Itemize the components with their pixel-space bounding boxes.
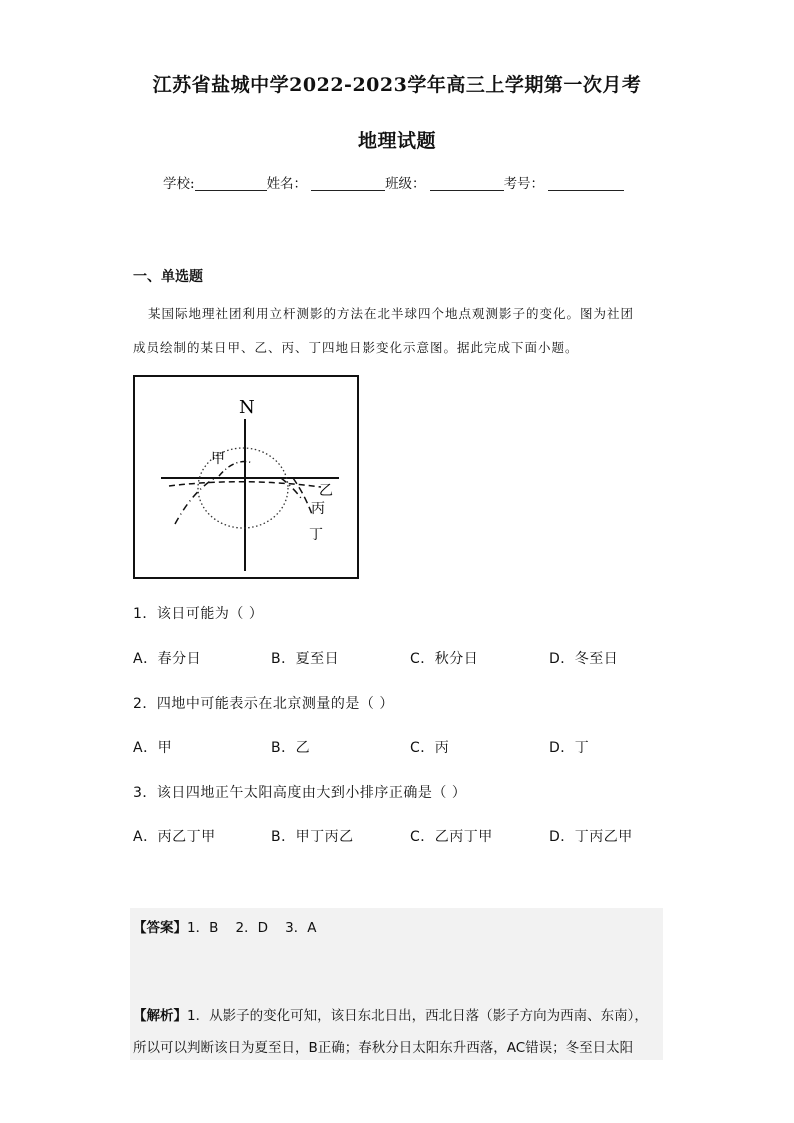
school-blank: [195, 176, 267, 191]
q3-option-a: A．丙乙丁甲: [133, 829, 216, 845]
label-jia: 甲: [211, 451, 225, 467]
page-subtitle: 地理试题: [357, 130, 436, 152]
label-ding: 丁: [309, 527, 323, 543]
class-blank: [430, 176, 504, 191]
q3-option-d: D．丁丙乙甲: [549, 829, 633, 845]
analysis-line-2: 所以可以判断该日为夏至日，B正确；春秋分日太阳东升西落，AC错误；冬至日太阳: [133, 1040, 634, 1056]
north-label: N: [239, 397, 255, 418]
q1-option-a: A．春分日: [133, 651, 202, 667]
q2-option-b: B．乙: [271, 740, 311, 756]
number-label: 考号：: [503, 176, 545, 192]
intro-line-1: 某国际地理社团利用立杆测影的方法在北半球四个地点观测影子的变化。图为社团: [148, 306, 635, 321]
analysis-text-1: 1．从影子的变化可知，该日东北日出，西北日落（影子方向为西南、东南），: [187, 1008, 648, 1024]
q1-option-b: B．夏至日: [271, 651, 340, 667]
section-title: 一、单选题: [133, 269, 203, 285]
shadow-curve-ding-east: [293, 478, 313, 517]
label-yi: 乙: [319, 483, 333, 499]
question-1-stem: 1．该日可能为（ ）: [133, 606, 264, 622]
answer-text: 1．B 2．D 3．A: [187, 920, 317, 936]
student-info-row: [163, 172, 624, 192]
q1-option-d: D．冬至日: [549, 651, 619, 667]
q2-option-c: C．丙: [410, 740, 450, 756]
label-bing: 丙: [311, 501, 325, 517]
shadow-diagram: [133, 375, 359, 579]
intro-line-2: 成员绘制的某日甲、乙、丙、丁四地日影变化示意图。据此完成下面小题。: [133, 340, 579, 355]
analysis-line-1: [133, 1004, 648, 1024]
question-2-stem: 2．四地中可能表示在北京测量的是（ ）: [133, 696, 394, 712]
answer-label: 【答案】: [133, 920, 187, 936]
question-3-stem: 3．该日四地正午太阳高度由大到小排序正确是（ ）: [133, 785, 467, 801]
q3-option-b: B．甲丁丙乙: [271, 829, 354, 845]
name-label: 姓名：: [266, 176, 308, 192]
name-blank: [311, 176, 385, 191]
q2-option-a: A．甲: [133, 740, 173, 756]
page-title: 江苏省盐城中学2022-2023学年高三上学期第一次月考: [152, 74, 642, 96]
school-label: 学校:: [163, 176, 195, 192]
number-blank: [548, 176, 624, 191]
q3-option-c: C．乙丙丁甲: [410, 829, 493, 845]
q2-option-d: D．丁: [549, 740, 590, 756]
answer-line: [133, 916, 317, 936]
analysis-label: 【解析】: [133, 1008, 187, 1024]
class-label: 班级：: [385, 176, 426, 192]
shadow-diagram-svg: [135, 377, 357, 577]
q1-option-c: C．秋分日: [410, 651, 479, 667]
